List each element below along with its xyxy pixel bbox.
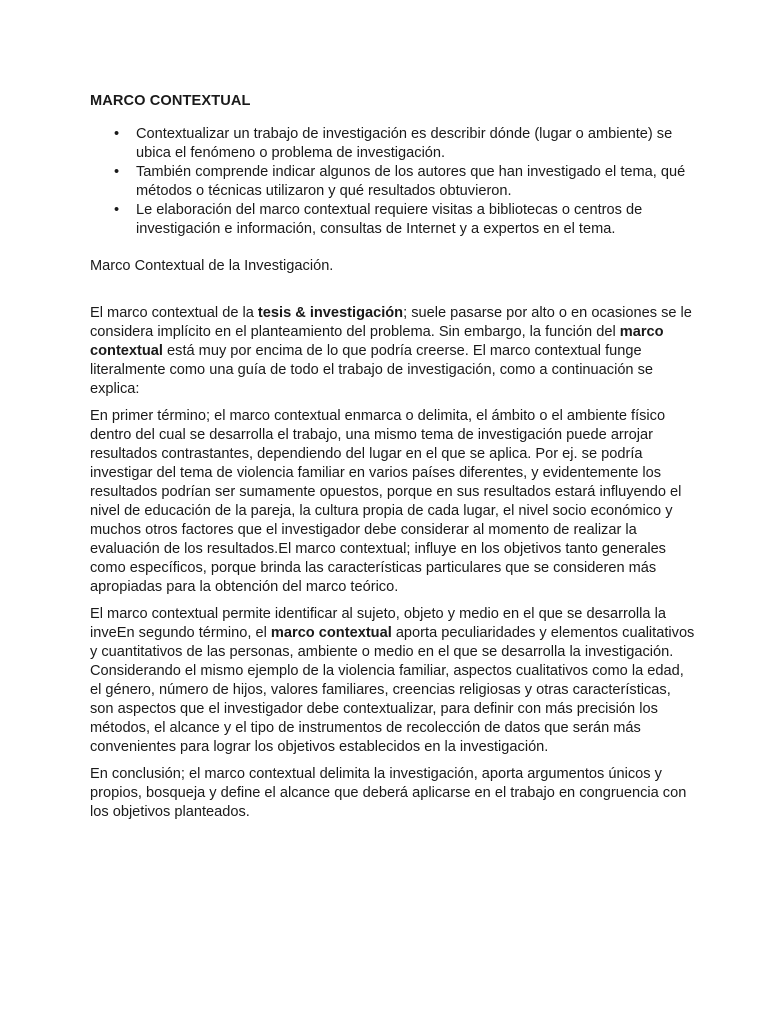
bullet-item bbox=[114, 163, 698, 201]
bold-phrase: marco contextual bbox=[90, 324, 664, 359]
bullet-icon: • bbox=[114, 164, 120, 180]
bold-phrase: marco contextual bbox=[270, 625, 392, 641]
bullet-icon: • bbox=[114, 126, 120, 142]
bullet-list bbox=[90, 125, 698, 239]
paragraph-conclusion: En conclusión; el marco contextual delimita la investigación, aporta argumentos únicos y propios, bosqueja y define el alcance que deberá aplicarse en el trabajo en congruencia con los objetivos planteados. bbox=[90, 766, 687, 820]
bold-phrase: tesis & investigación bbox=[257, 305, 404, 321]
bullet-text: Contextualizar un trabajo de investigación es describir dónde (lugar o ambiente) se ubica el fenómeno o problema de investigación. bbox=[136, 126, 673, 161]
paragraph-text: El marco contextual permite identificar al sujeto, objeto y medio en el que se desarrolla la inveEn segundo término, el bbox=[90, 606, 666, 641]
paragraph-text: está muy por encima de lo que podría creerse. El marco contextual funge literalmente como una guía de todo el trabajo de investigación, como a continuación se explica: bbox=[90, 343, 654, 397]
paragraph-second-term bbox=[90, 605, 698, 757]
paragraph-text: aporta peculiaridades y elementos cualitativos y cuantitativos de las personas, ambiente o medio en el que se desarrolla la investigación. Considerando el mismo ejemplo de la violencia familiar, aspectos cualitativos como la edad, el género, número de hijos, valores familiares, creencias religiosas y otras características, son aspectos que el investigador debe contextualizar, para definir con más precisión los métodos, el alcance y el tipo de instrumentos de recolección de datos que serán más convenientes para lograr los objetivos establecidos en la investigación. bbox=[90, 625, 695, 755]
bullet-icon: • bbox=[114, 202, 120, 218]
bullet-text: Le elaboración del marco contextual requiere visitas a bibliotecas o centros de investigación e información, consultas de Internet y a expertos en el tema. bbox=[136, 202, 643, 237]
bullet-text: También comprende indicar algunos de los autores que han investigado el tema, qué métodos o técnicas utilizaron y qué resultados obtuvieron. bbox=[136, 164, 686, 199]
paragraph-text: El marco contextual de la bbox=[90, 305, 258, 321]
section-subtitle: Marco Contextual de la Investigación. bbox=[90, 258, 334, 274]
bullet-item bbox=[114, 201, 698, 239]
paragraph-intro bbox=[90, 304, 698, 399]
bullet-item bbox=[114, 125, 698, 163]
paragraph-first-term: En primer término; el marco contextual enmarca o delimita, el ámbito o el ambiente físico dentro del cual se desarrolla el trabajo, una mismo tema de investigación puede arrojar resultados contrastantes, dependiendo del lugar en el que se aplica. Por ej. se podría investigar del tema de violencia familiar en varios países diferentes, y evidentemente los resultados podrían ser sumamente opuestos, porque en sus resultados estará influyendo el nivel de educación de la pareja, la cultura propia de cada lugar, el nivel socio económico y muchos otros factores que el investigador debe considerar al momento de realizar la evaluación de los resultados.El marco contextual; influye en los objetivos tanto generales como específicos, porque brinda las características particulares que se consideren más apropiadas para la obtención del marco teórico. bbox=[90, 408, 682, 595]
document-heading: MARCO CONTEXTUAL bbox=[90, 93, 251, 109]
paragraph-text: ; suele pasarse por alto o en ocasiones se le considera implícito en el planteamiento del problema. Sin embargo, la función del bbox=[90, 305, 692, 340]
